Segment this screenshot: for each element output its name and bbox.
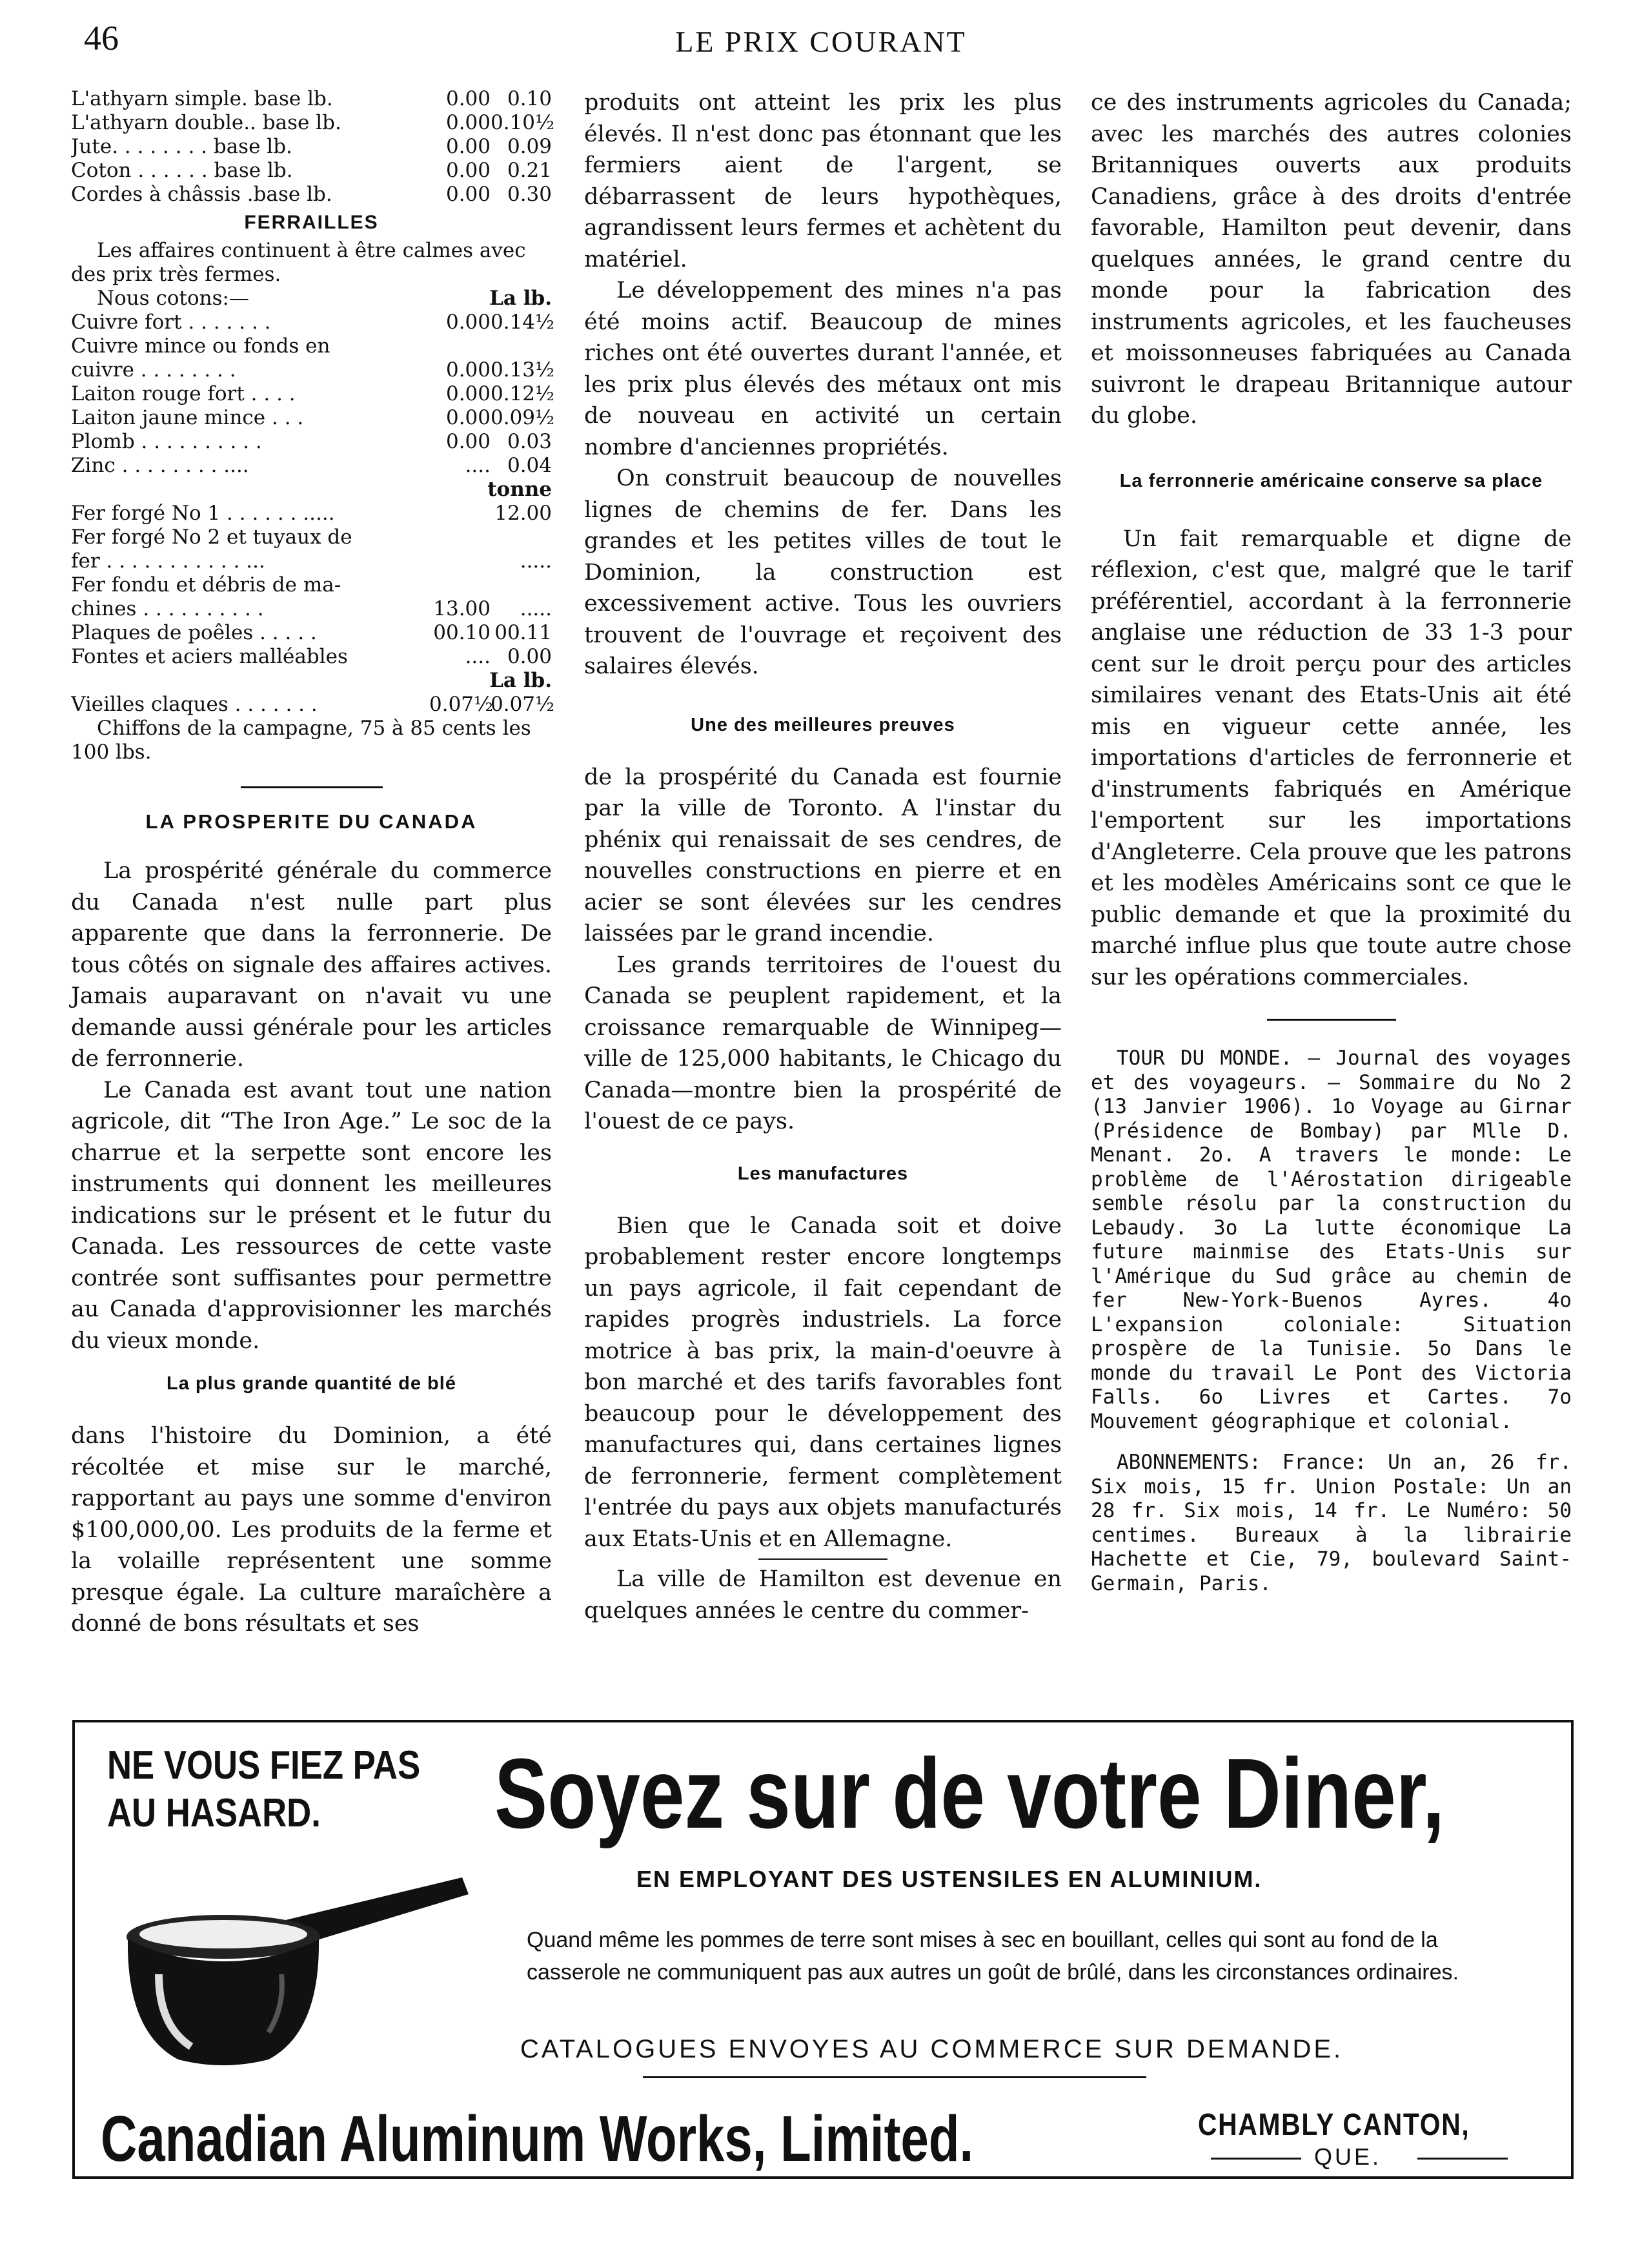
- price-max: 0.30: [507, 183, 552, 206]
- price-item-label: Vieilles claques . . . . . . .: [71, 693, 318, 716]
- price-min: 0.00: [445, 382, 491, 405]
- price-row: [71, 454, 552, 478]
- price-min: 0.00: [445, 87, 491, 110]
- paragraph: Le développement des mines n'a pas été moins actif. Beaucoup de mines riches ont été ouvertes durant l'année, et les prix plus élevés des métaux ont mis de nouveau en activité un certain nombre d'anciennes propriétés.: [584, 278, 1062, 460]
- price-row: [71, 597, 552, 621]
- news-abonnements: ABONNEMENTS: France: Un an, 26 fr. Six mois, 15 fr. Union Postale: Un an 28 fr. Six mois, 14 fr. Le Numéro: 50 centimes. Bureaux à la librairie Hachette et Cie, 79, boulevard Saint-Germain, Paris.: [1091, 1451, 1572, 1595]
- cotons-label: Nous cotons:—: [97, 287, 249, 310]
- price-item-label: Plomb . . . . . . . . . .: [71, 430, 262, 453]
- paragraph: La ville de Hamilton est devenue en quelques années le centre du commer-: [584, 1566, 1062, 1624]
- price-item-label: Plaques de poêles . . . . .: [71, 621, 317, 644]
- price-item-label: chines . . . . . . . . . .: [71, 597, 264, 620]
- ad-headline: Soyez sur de votre Diner,: [494, 1738, 1445, 1849]
- price-row: [71, 111, 555, 135]
- ad-location-rule-left: [1211, 2158, 1301, 2160]
- price-item-label: Fer forgé No 2 et tuyaux de: [71, 526, 352, 549]
- paragraph: La prospérité générale du commerce du Canada n'est nulle part plus apparente que dans la ferronnerie. De tous côtés on signale des affaires actives. Jamais auparavant on n'avait vu une demande aussi générale pour les articles de ferronnerie.: [71, 858, 552, 1072]
- ad-company-name: Canadian Aluminum Works, Limited.: [101, 2103, 974, 2175]
- price-min: 0.00: [445, 183, 491, 206]
- price-max: 0.04: [507, 454, 552, 477]
- price-min: [429, 526, 491, 549]
- price-list-claques: [71, 693, 555, 717]
- price-min: [429, 334, 491, 358]
- price-row: [71, 430, 552, 454]
- price-item-label: Laiton rouge fort . . . .: [71, 382, 296, 405]
- running-title: LE PRIX COURANT: [675, 25, 967, 58]
- unit-label-tonne: tonne: [487, 478, 552, 501]
- price-row: [71, 573, 552, 597]
- price-max: [491, 526, 552, 549]
- price-item-label: fer . . . . . . . . . . . ...: [71, 549, 265, 573]
- price-min: 0.00: [445, 430, 491, 453]
- short-divider: [758, 1558, 887, 1560]
- price-item-label: Fontes et aciers malléables: [71, 645, 348, 668]
- advertisement: [72, 1720, 1574, 2179]
- ad-tagline-line-2: AU HASARD.: [107, 1791, 321, 1835]
- saucepan-icon: [114, 1877, 475, 2071]
- unit-label-lb-2: La lb.: [489, 669, 552, 692]
- page-number: 46: [84, 19, 119, 57]
- price-row: [71, 183, 552, 207]
- price-min: 13.00: [433, 597, 491, 620]
- price-row: [71, 549, 552, 573]
- ad-divider: [643, 2076, 1146, 2078]
- price-item-label: Fer forgé No 1 . . . . . . .....: [71, 502, 335, 525]
- price-max: 0.10: [507, 87, 552, 110]
- column-3: [1091, 87, 1572, 1613]
- price-max: 0.00: [507, 645, 552, 668]
- price-max: 0.10½: [491, 111, 555, 134]
- column-1: [71, 87, 555, 1640]
- price-row: [71, 334, 552, 358]
- ferrailles-intro: Les affaires continuent à être calmes avec des prix très fermes.: [71, 239, 526, 286]
- price-max: 0.13½: [491, 358, 555, 382]
- price-max: 00.11: [494, 621, 552, 644]
- price-min: [429, 549, 491, 573]
- ad-location: CHAMBLY CANTON,: [1198, 2108, 1470, 2142]
- price-item-label: cuivre . . . . . . . .: [71, 358, 236, 382]
- section-divider: [241, 786, 383, 788]
- paragraph: produits ont atteint les prix les plus élevés. Il n'est donc pas étonnant que les fermiers aient de l'argent, se débarrassent de leurs hypothèques, agrandissent leurs fermes et achètent du matériel.: [584, 90, 1062, 272]
- price-item-label: Jute. . . . . . . . base lb.: [71, 135, 292, 158]
- price-min: 0.00: [445, 406, 491, 429]
- price-max: 0.14½: [491, 311, 555, 334]
- price-min: 0.00: [445, 358, 491, 382]
- price-min: 00.10: [433, 621, 491, 644]
- ad-body-text: Quand même les pommes de terre sont mises à sec en bouillant, celles qui sont au fond de la casserole ne communiquent pas aux autres un goût de brûlé, dans les circonstances ordinaires.: [527, 1928, 1459, 1985]
- price-min: 0.07½: [429, 693, 494, 716]
- price-min: 0.00: [445, 135, 491, 158]
- price-row: [71, 621, 552, 645]
- price-row: [71, 526, 552, 549]
- price-list-metals: [71, 311, 555, 478]
- price-min: ....: [465, 645, 491, 668]
- price-item-label: Coton . . . . . . base lb.: [71, 159, 293, 182]
- price-item-label: Cuivre fort . . . . . . .: [71, 311, 271, 334]
- ad-tagline: [107, 1742, 420, 1837]
- price-row: [71, 135, 552, 159]
- subheading-preuves: Une des meilleures preuves: [691, 714, 955, 735]
- ad-tagline-line-1: NE VOUS FIEZ PAS: [107, 1743, 421, 1788]
- ad-province: QUE.: [1314, 2143, 1382, 2170]
- column-2: [584, 87, 1062, 1626]
- paragraph: Un fait remarquable et digne de réflexion, c'est que, malgré que le tarif préférentiel, accordant à la ferronnerie anglaise une réduction de 33 1-3 pour cent sur le droit perçu pour des articles similaires venant des Etats-Unis ait été mis en vigueur cette année, les importations d'articles de ferronnerie et d'instruments fabriqués en Amérique l'emportent sur les importations d'Angleterre. Cela prouve que les patrons et les modèles Américains sont ce que le public demande et que la proximité du marché influe plus que toute autre chose sur les opérations commerciales.: [1091, 526, 1572, 990]
- section-heading-prosperite: LA PROSPERITE DU CANADA: [145, 810, 478, 833]
- price-max: 0.07½: [491, 693, 555, 716]
- price-row: [71, 358, 555, 382]
- price-list-textiles: [71, 87, 555, 207]
- price-max: .....: [520, 549, 552, 573]
- price-item-label: Cordes à châssis .base lb.: [71, 183, 332, 206]
- price-min: 0.00: [445, 159, 491, 182]
- price-item-label: L'athyarn simple. base lb.: [71, 87, 333, 110]
- price-row: [71, 87, 552, 111]
- paragraph: Le Canada est avant tout une nation agricole, dit “The Iron Age.” Le soc de la charrue et la serpette sont encore les instruments qui donnent les meilleures indications sur le présent et le futur du Canada. Les ressources de cette vaste contrée sont suffisantes pour permettre au Canada d'approvisionner les marchés du vieux monde.: [71, 1077, 552, 1354]
- price-min: [429, 573, 491, 597]
- price-row: [71, 645, 552, 669]
- price-max: 0.09: [507, 135, 552, 158]
- price-min: 0.00: [445, 311, 491, 334]
- price-max: 0.03: [507, 430, 552, 453]
- price-max: 0.09½: [491, 406, 555, 429]
- price-list-iron: [71, 502, 552, 669]
- price-item-label: Zinc . . . . . . . . ....: [71, 454, 249, 477]
- price-max: [491, 573, 552, 597]
- paragraph: ce des instruments agricoles du Canada; avec les marchés des autres colonies Britanniques ouverts aux produits Canadiens, grâce à des droits d'entrée favorable, Hamilton peut devenir, dans quelques années, le grand centre du monde pour la fabrication des instruments agricoles, et les faucheuses et moissonneuses fabriquées au Canada suivront le drapeau Britannique autour du globe.: [1091, 90, 1572, 429]
- price-item-label: L'athyarn double.. base lb.: [71, 111, 341, 134]
- ad-location-rule-right: [1417, 2158, 1508, 2160]
- ad-catalog-note: CATALOGUES ENVOYES AU COMMERCE SUR DEMANDE.: [520, 2035, 1344, 2063]
- ad-subheadline: EN EMPLOYANT DES USTENSILES EN ALUMINIUM.: [636, 1866, 1262, 1892]
- subheading-manufactures: Les manufactures: [737, 1163, 909, 1184]
- price-min: [429, 502, 491, 526]
- price-item-label: Laiton jaune mince . . .: [71, 406, 304, 429]
- price-row: [71, 311, 555, 334]
- subheading-ferronnerie-americaine: La ferronnerie américaine conserve sa place: [1119, 470, 1543, 491]
- paragraph: Bien que le Canada soit et doive probablement rester encore longtemps un pays agricole, il fait cependant de rapides progrès industriels. La force motrice à bas prix, la main-d'oeuvre à bon marché et des tarifs favorables font beaucoup pour le développement des manufactures qui, dans certaines lignes de ferronnerie, ferment complètement l'entrée du pays aux objets manufacturés aux Etats-Unis et en Allemagne.: [584, 1212, 1062, 1552]
- price-min: ....: [465, 454, 491, 477]
- price-max: 0.12½: [491, 382, 555, 405]
- news-tour-du-monde: TOUR DU MONDE. — Journal des voyages et des voyageurs. — Sommaire du No 2 (13 Janvier 1906). 1o Voyage au Girnar (Présidence de Bombay) par Mlle D. Menant. 2o. A travers le monde: Le problème de l'Aérostation dirigeable semble résolu par la construction du Lebaudy. 3o La lutte économique La future mainmise des Etats-Unis sur l'Amérique du Sud grâce au chemin de fer New-York-Buenos Ayres. 4o L'expansion coloniale: Situation prospère de la Tunisie. 5o Dans le monde du travail Le Pont des Victoria Falls. 6o Livres et Cartes. 7o Mouvement géographique et colonial.: [1091, 1047, 1572, 1433]
- paragraph: On construit beaucoup de nouvelles lignes de chemins de fer. Dans les grandes et les petites villes de tout le Dominion, la construction est excessivement active. Tous les ouvriers trouvent de l'ouvrage et reçoivent des salaires élevés.: [584, 465, 1062, 679]
- section-divider: [1267, 1019, 1396, 1021]
- ferrailles-heading: FERRAILLES: [244, 212, 379, 233]
- price-item-label: Cuivre mince ou fonds en: [71, 334, 330, 358]
- price-row: [71, 693, 555, 717]
- chiffons-note: Chiffons de la campagne, 75 à 85 cents les 100 lbs.: [71, 717, 531, 764]
- price-max: 12.00: [494, 502, 552, 525]
- price-max: [491, 334, 552, 358]
- price-row: [71, 159, 552, 183]
- price-max: 0.21: [507, 159, 552, 182]
- price-item-label: Fer fondu et débris de ma-: [71, 573, 341, 597]
- paragraph: dans l'histoire du Dominion, a été récoltée et mise sur le marché, rapportant au pays une somme d'environ $100,000,00. Les produits de la ferme et la volaille représentent une somme presque égale. La culture maraîchère a donné de bons résultats et ses: [71, 1423, 552, 1637]
- subheading-ble: La plus grande quantité de blé: [167, 1373, 456, 1394]
- paragraph: Les grands territoires de l'ouest du Canada se peuplent rapidement, et la croissance remarquable de Winnipeg—ville de 125,000 habitants, le Chicago du Canada—montre bien la prospérité de l'ouest de ce pays.: [584, 952, 1062, 1134]
- unit-label-lb: La lb.: [489, 287, 552, 310]
- price-row: [71, 502, 552, 526]
- price-max: .....: [520, 597, 552, 620]
- price-row: [71, 382, 555, 406]
- price-min: 0.00: [445, 111, 491, 134]
- paragraph: de la prospérité du Canada est fournie par la ville de Toronto. A l'instar du phénix qui renaissait de ses cendres, de nouvelles constructions en pierre et en acier se sont élevées sur les cendres laissées par le grand incendie.: [584, 764, 1062, 946]
- price-row: [71, 406, 555, 430]
